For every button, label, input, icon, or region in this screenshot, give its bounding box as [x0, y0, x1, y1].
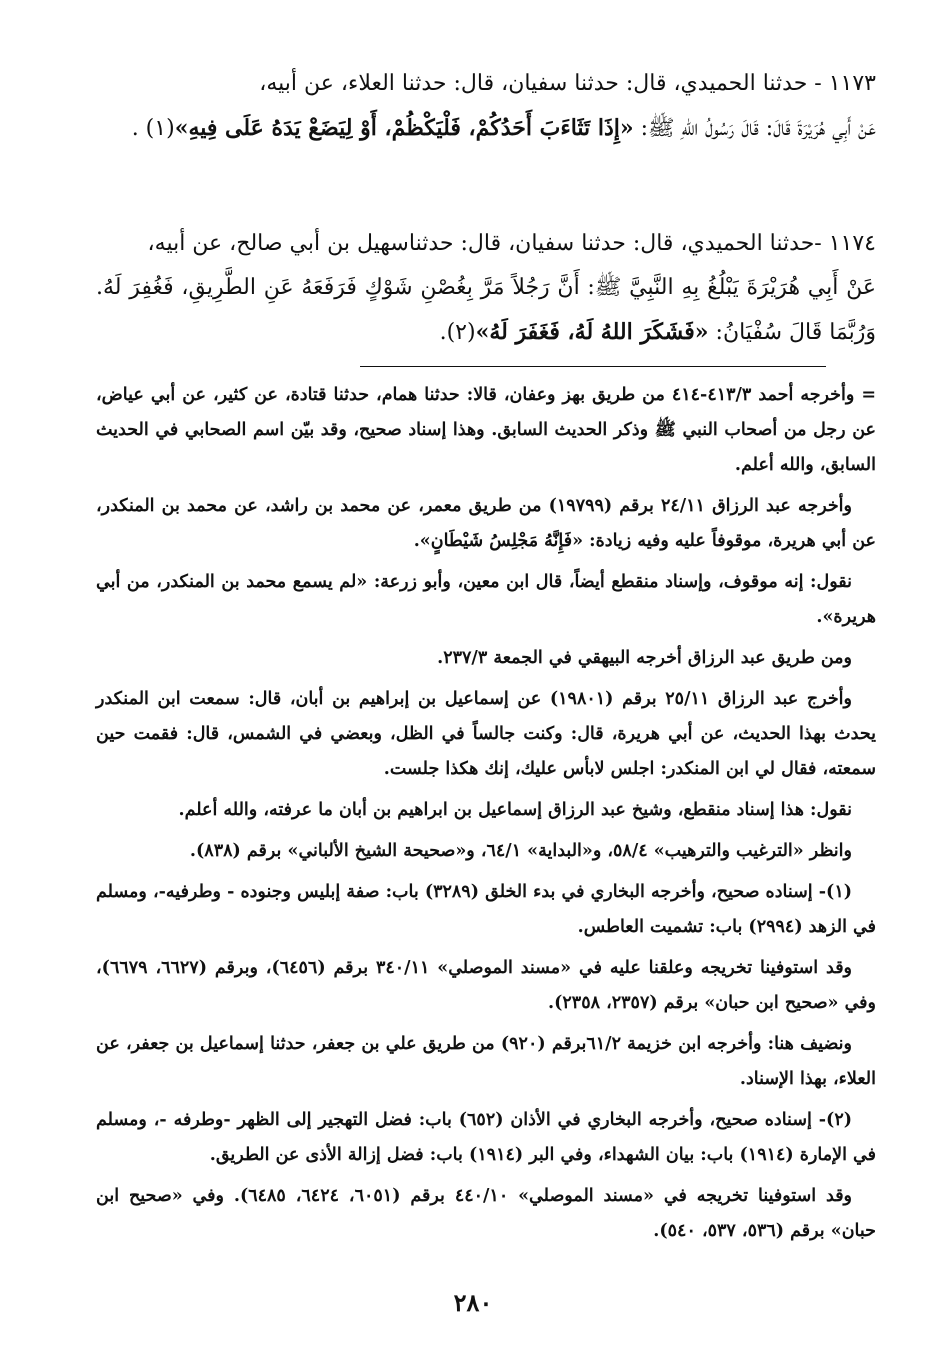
hadith-1174-footnote-ref: (٢).	[439, 320, 476, 345]
footnote-divider	[360, 366, 826, 367]
hadith-1173-chain: عَنْ أَبِي هُرَيْرَةَ قَالَ: قَالَ رَسُولُ اللهِ ﷺ:	[633, 116, 876, 141]
footnote-paragraph: وقد استوفينا تخريجه في «مسند الموصلي» ٤٤٠/١٠ برقم (٦٠٥١، ٦٤٢٤، ٦٤٨٥). وفي «صحيح ابن حبان» برقم (٥٣٦، ٥٣٧، ٥٤٠).	[96, 1186, 876, 1241]
footnote-2: (٢)- إسناده صحيح، وأخرجه البخاري في الأذان (٦٥٢) باب: فضل التهجير إلى الظهر -وطرفه -، ومسلم في الإمارة (١٩١٤) باب: بيان الشهداء، وفي البر (١٩١٤) باب: فضل إزالة الأذى عن الطريق.	[96, 1110, 876, 1165]
hadith-1173-text: «إِذَا تَثَاءَبَ أَحَدُكُمْ، فَلْيَكْظُمْ، أَوْ لِيَضَعْ يَدَهُ عَلَى فِيهِ»	[174, 115, 634, 141]
hadith-1174-isnad: ١١٧٤ -حدثنا الحميدي، قال: حدثنا سفيان، قال: حدثناسهيل بن أبي صالح، عن أبيه،	[147, 231, 876, 256]
footnote-paragraph: وأخرج عبد الرزاق ٢٥/١١ برقم (١٩٨٠١) عن إسماعيل بن إبراهيم بن أبان، قال: سمعت ابن المنكدر يحدث بهذا الحديث، عن أبي هريرة، قال: وكنت جالساً في الظل، وبعضي في الشمس، قال: فقمت حين سمعته، فقال لي ابن المنكدر: اجلس لابأس عليك، إنك هكذا جلست.	[96, 689, 876, 779]
footnotes	[96, 378, 876, 1255]
hadith-1173-body	[96, 106, 876, 151]
footnote-paragraph: ومن طريق عبد الرزاق أخرجه البيهقي في الجمعة ٢٣٧/٣.	[437, 648, 852, 668]
hadith-1174	[96, 222, 876, 355]
hadith-1174-chain: عَنْ أَبِي هُرَيْرَةَ يَبْلُغُ بِهِ النَّبِيَّ ﷺ:	[579, 275, 876, 300]
hadith-1173-isnad: ١١٧٣ - حدثنا الحميدي، قال: حدثنا سفيان، قال: حدثنا العلاء، عن أبيه،	[259, 71, 876, 96]
footnote-paragraph: وأخرجه عبد الرزاق ٢٤/١١ برقم (١٩٧٩٩) من طريق معمر، عن محمد بن راشد، عن محمد بن المنكدر، عن أبي هريرة، موقوفاً عليه وفيه زيادة: «فَإِنَّهُ مَجْلِسُ شَيْطَانٍ».	[96, 496, 876, 551]
page-number: ٢٨٠	[453, 1288, 493, 1317]
footnote-1: (١)- إسناده صحيح، وأخرجه البخاري في بدء الخلق (٣٢٨٩) باب: صفة إبليس وجنوده - وطرفيه-، ومسلم في الزهد (٢٩٩٤) باب: تشميت العاطس.	[96, 882, 876, 937]
hadith-1174-text: أَنَّ رَجُلاً مَرَّ بِغُصْنِ شَوْكٍ فَرَفَعَهُ عَنِ الطَّرِيقِ، فَغُفِرَ لَهُ.	[96, 275, 580, 300]
hadith-1174-sufyan: وَرُبَّمَا قَالَ سُفْيَانُ:	[708, 320, 876, 345]
footnote-paragraph: ونضيف هنا: وأخرجه ابن خزيمة ٦١/٢برقم (٩٢٠) من طريق علي بن جعفر، حدثنا إسماعيل بن جعفر، عن العلاء، بهذا الإسناد.	[96, 1034, 876, 1089]
footnote-paragraph: = وأخرجه أحمد ٤١٣/٣-٤١٤ من طريق بهز وعفان، قالا: حدثنا همام، حدثنا قتادة، عن كثير، عن أبي عياض، عن رجل من أصحاب النبي ﷺ وذكر الحديث السابق. وهذا إسناد صحيح، وقد بيّن اسم الصحابي في الحديث السابق، والله أعلم.	[96, 385, 876, 475]
hadith-1174-variant: «فَشَكَرَ اللهُ لَهُ، فَغَفَرَ لَهُ»	[475, 319, 709, 345]
footnote-paragraph: وانظر «الترغيب والترهيب» ٥٨/٤، و«البداية» ٦٤/١، و«صحيحة الشيخ الألباني» برقم (٨٣٨).	[189, 841, 852, 861]
footnote-paragraph: نقول: إنه موقوف، وإسناد منقطع أيضاً، قال ابن معين، وأبو زرعة: «لم يسمع محمد بن المنكدر، من أبي هريرة».	[96, 572, 876, 627]
footnote-paragraph: نقول: هذا إسناد منقطع، وشيخ عبد الرزاق إسماعيل بن ابراهيم بن أبان ما عرفته، والله أعلم.	[178, 800, 852, 820]
footnote-paragraph: وقد استوفينا تخريجه وعلقنا عليه في «مسند الموصلي» ٣٤٠/١١ برقم (٦٤٥٦)، وبرقم (٦٦٢٧، ٦٦٧٩)، وفي «صحيح ابن حبان» برقم (٢٣٥٧، ٢٣٥٨).	[96, 958, 876, 1013]
hadith-1173	[96, 62, 876, 151]
hadith-1174-body	[96, 266, 876, 355]
hadith-1173-footnote-ref: (١) .	[131, 116, 175, 141]
